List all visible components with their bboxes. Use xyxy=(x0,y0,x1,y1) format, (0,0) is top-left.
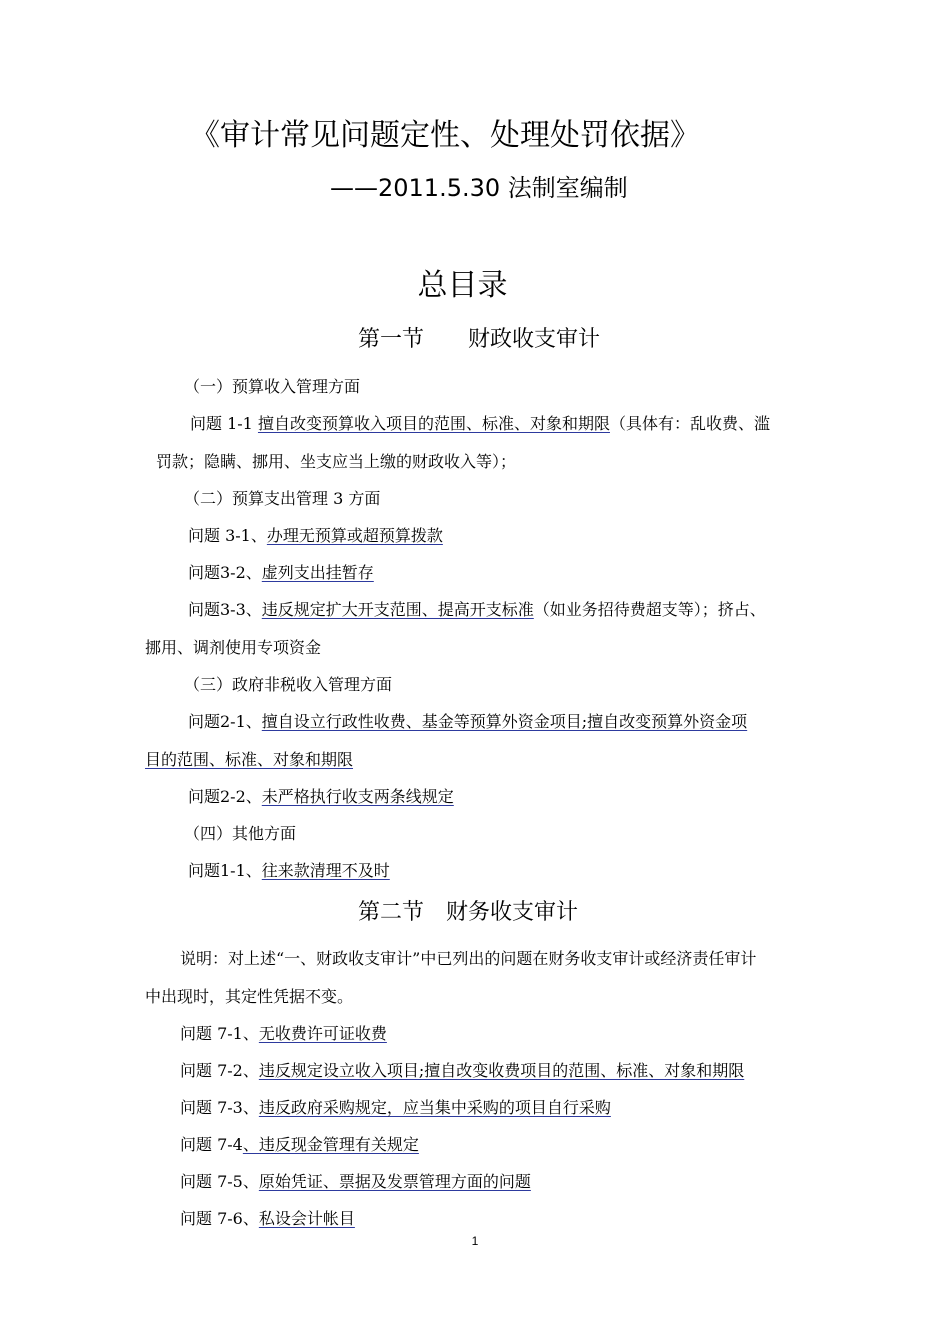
document-subtitle: ——2011.5.30 法制室编制 xyxy=(330,174,628,202)
list-item-continuation: 罚款；隐瞒、挪用、坐支应当上缴的财政收入等）； xyxy=(156,452,517,471)
item-prefix: 问题3-2、 xyxy=(188,563,262,582)
item-prefix: 问题 7-1、 xyxy=(180,1024,259,1043)
section2-note: 说明：对上述“一、财政收支审计”中已列出的问题在财务收支审计或经济责任审计 xyxy=(180,949,757,968)
list-item xyxy=(188,858,390,881)
list-item xyxy=(188,784,454,807)
item-prefix: 问题 7-6、 xyxy=(180,1209,259,1228)
document-title: 《审计常见问题定性、处理处罚依据》 xyxy=(190,118,700,153)
toc-link[interactable]: 违反政府采购规定，应当集中采购的项目自行采购 xyxy=(258,1098,611,1117)
item-prefix: 问题 7-3、 xyxy=(180,1098,259,1117)
section1-heading: 第一节 财政收支审计 xyxy=(358,327,601,352)
list-item xyxy=(180,1095,611,1118)
item-prefix: 问题3-3、 xyxy=(188,600,262,619)
group4-heading: （四）其他方面 xyxy=(184,824,297,843)
section2-note-continuation: 中出现时，其定性凭据不变。 xyxy=(145,987,354,1006)
list-item xyxy=(180,1021,387,1044)
toc-link[interactable]: 往来款清理不及时 xyxy=(261,861,390,880)
toc-link[interactable]: 违反规定扩大开支范围、提高开支标准 xyxy=(261,600,534,619)
list-item xyxy=(180,1169,531,1192)
list-item xyxy=(190,411,770,434)
list-item-continuation xyxy=(145,747,353,770)
list-item xyxy=(180,1132,419,1155)
toc-link[interactable]: 、违反现金管理有关规定 xyxy=(242,1135,419,1154)
item-prefix: 问题 7-5、 xyxy=(180,1172,259,1191)
item-prefix: 问题 3-1、 xyxy=(188,526,267,545)
toc-link[interactable]: 办理无预算或超预算拨款 xyxy=(266,526,443,545)
list-item xyxy=(188,560,374,583)
list-item xyxy=(188,597,766,620)
toc-link[interactable]: 擅自改变预算收入项目的范围、标准、对象和期限 xyxy=(257,414,610,433)
toc-link[interactable]: 擅自设立行政性收费、基金等预算外资金项目;擅自改变预算外资金项 xyxy=(261,712,748,731)
page-number: 1 xyxy=(471,1234,479,1248)
list-item xyxy=(180,1058,744,1081)
toc-heading: 总目录 xyxy=(417,268,508,303)
list-item xyxy=(188,709,747,732)
group1-heading: （一）预算收入管理方面 xyxy=(184,377,361,396)
group3-heading: （三）政府非税收入管理方面 xyxy=(184,675,393,694)
toc-link[interactable]: 虚列支出挂暂存 xyxy=(261,563,374,582)
item-suffix: （具体有：乱收费、滥 xyxy=(609,414,770,433)
list-item-continuation: 挪用、调剂使用专项资金 xyxy=(145,638,322,657)
item-prefix: 问题2-1、 xyxy=(188,712,262,731)
list-item xyxy=(188,523,443,546)
toc-link[interactable]: 无收费许可证收费 xyxy=(258,1024,387,1043)
item-prefix: 问题2-2、 xyxy=(188,787,262,806)
item-suffix: （如业务招待费超支等）；挤占、 xyxy=(533,600,766,619)
toc-link[interactable]: 违反规定设立收入项目;擅自改变收费项目的范围、标准、对象和期限 xyxy=(258,1061,745,1080)
toc-link[interactable]: 目的范围、标准、对象和期限 xyxy=(145,750,354,769)
toc-link[interactable]: 私设会计帐目 xyxy=(258,1209,355,1228)
toc-link[interactable]: 原始凭证、票据及发票管理方面的问题 xyxy=(258,1172,531,1191)
item-prefix: 问题1-1、 xyxy=(188,861,262,880)
toc-link[interactable]: 未严格执行收支两条线规定 xyxy=(261,787,454,806)
item-prefix: 问题 1-1 xyxy=(190,414,258,433)
item-prefix: 问题 7-2、 xyxy=(180,1061,259,1080)
list-item xyxy=(180,1206,355,1229)
section2-heading: 第二节 财务收支审计 xyxy=(358,900,579,925)
group2-heading: （二）预算支出管理 3 方面 xyxy=(184,489,381,508)
item-prefix: 问题 7-4 xyxy=(180,1135,243,1154)
